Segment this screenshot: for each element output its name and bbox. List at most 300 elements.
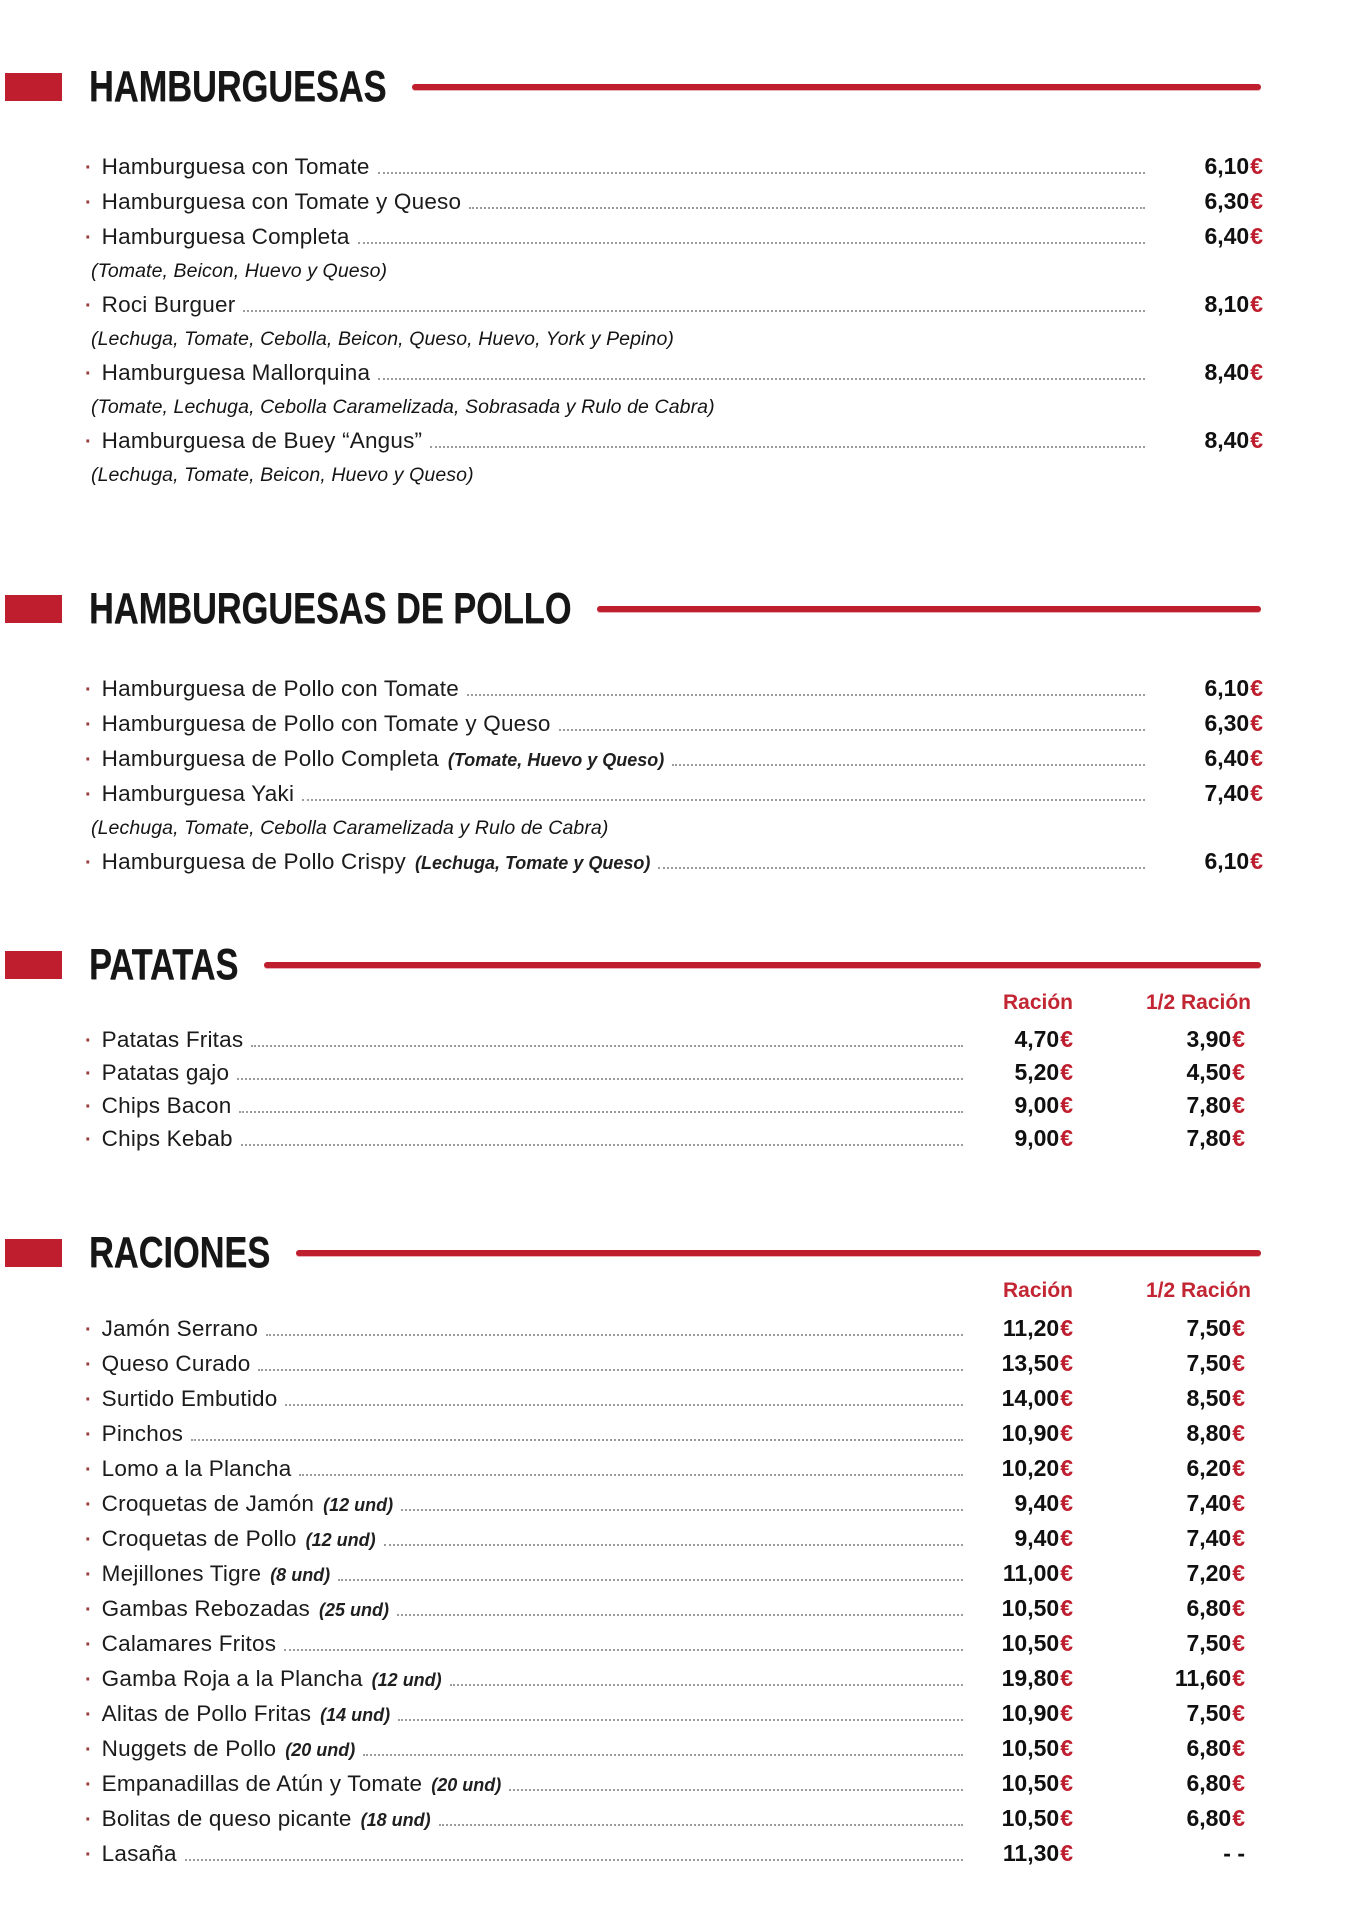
section-marker-block: [5, 951, 62, 979]
item-price-racion: [1155, 220, 1263, 253]
item-description: (Tomate, Beicon, Huevo y Queso): [91, 260, 388, 282]
item-price-racion: [1155, 672, 1263, 705]
item-description: (Tomate, Lechuga, Cebolla Caramelizada, Sobrasada y Rulo de Cabra): [91, 396, 715, 418]
item-price-half-racion: [1073, 1057, 1263, 1088]
price-value: 13,50: [1001, 1350, 1060, 1376]
price-value: 11,00: [1002, 1560, 1060, 1586]
euro-sign: €: [1060, 1595, 1073, 1621]
section-divider-line: [597, 606, 1261, 612]
section-header: [5, 1230, 1263, 1276]
price-value: 10,50: [1001, 1735, 1060, 1761]
menu-item-row: [85, 1557, 1263, 1592]
item-name: Hamburguesa de Pollo con Tomate y Queso: [101, 711, 551, 736]
menu-item-row: [85, 1417, 1263, 1452]
item-price-racion: [973, 1592, 1073, 1625]
price-value: 6,10: [1204, 153, 1250, 179]
item-note: (18 und): [360, 1810, 431, 1830]
item-price-half-racion: [1073, 1090, 1263, 1121]
price-value: 7,40: [1204, 780, 1250, 806]
menu-item-row: [85, 1732, 1263, 1767]
item-name: Hamburguesa de Pollo Completa: [101, 746, 439, 771]
euro-sign: €: [1250, 359, 1263, 385]
item-price-half-racion: [1073, 1767, 1263, 1800]
menu-section-hamburguesas-de-pollo: [85, 586, 1263, 880]
menu-item-row: [85, 288, 1263, 323]
euro-sign: €: [1250, 223, 1263, 249]
price-value: 8,10: [1204, 291, 1250, 317]
item-name: Calamares Fritos: [101, 1631, 277, 1656]
item-bullet-icon: ·: [85, 1564, 92, 1586]
price-value: 6,30: [1204, 710, 1250, 736]
euro-sign: €: [1060, 1350, 1073, 1376]
item-name: Chips Kebab: [101, 1126, 233, 1151]
dotted-leader: [378, 378, 1145, 380]
menu-item-row: [85, 1347, 1263, 1382]
euro-sign: €: [1232, 1490, 1245, 1516]
price-value: 6,80: [1186, 1735, 1232, 1761]
price-value: 7,40: [1186, 1490, 1232, 1516]
euro-sign: €: [1060, 1840, 1073, 1866]
price-value: 8,80: [1186, 1420, 1232, 1446]
dotted-leader: [299, 1474, 963, 1476]
dotted-leader: [450, 1684, 963, 1686]
menu-item-row: [85, 1697, 1263, 1732]
euro-sign: €: [1232, 1026, 1245, 1052]
item-price-half-racion: [1073, 1382, 1263, 1415]
euro-sign: €: [1060, 1665, 1073, 1691]
price-value: 7,50: [1186, 1630, 1232, 1656]
euro-sign: €: [1060, 1059, 1073, 1085]
item-bullet-icon: ·: [85, 1459, 92, 1481]
price-value: 10,50: [1001, 1770, 1060, 1796]
item-price-racion: [1155, 707, 1263, 740]
item-bullet-icon: ·: [85, 1634, 92, 1656]
item-bullet-icon: ·: [85, 192, 92, 214]
menu-item-row: [85, 1837, 1263, 1872]
item-name: Hamburguesa con Tomate: [101, 154, 370, 179]
menu-item-row: [85, 1452, 1263, 1487]
euro-sign: €: [1060, 1385, 1073, 1411]
item-price-half-racion: [1073, 1697, 1263, 1730]
dotted-leader: [467, 694, 1145, 696]
dotted-leader: [302, 799, 1145, 801]
dotted-leader: [239, 1111, 963, 1113]
euro-sign: €: [1060, 1735, 1073, 1761]
item-bullet-icon: ·: [85, 784, 92, 806]
item-bullet-icon: ·: [85, 1030, 92, 1052]
price-value: 6,30: [1204, 188, 1250, 214]
item-name: Jamón Serrano: [101, 1316, 259, 1341]
price-value: 6,80: [1186, 1805, 1232, 1831]
item-price-half-racion: [1073, 1732, 1263, 1765]
item-price-half-racion: [1073, 1802, 1263, 1835]
item-note: (Lechuga, Tomate y Queso): [414, 853, 651, 873]
price-value: 11,20: [1002, 1315, 1060, 1341]
section-divider-line: [264, 962, 1261, 968]
item-note: (12 und): [323, 1495, 394, 1515]
euro-sign: €: [1060, 1560, 1073, 1586]
item-price-half-racion: [1073, 1417, 1263, 1450]
item-name: Lasaña: [101, 1841, 177, 1866]
item-note: (Tomate, Huevo y Queso): [447, 750, 665, 770]
menu-item-row: [85, 672, 1263, 707]
item-bullet-icon: ·: [85, 1354, 92, 1376]
price-value: 6,40: [1204, 223, 1250, 249]
section-header: [5, 64, 1263, 110]
price-value: 7,40: [1186, 1525, 1232, 1551]
item-price-racion: [973, 1312, 1073, 1345]
menu-item-row: [85, 1090, 1263, 1123]
item-name: Surtido Embutido: [101, 1386, 278, 1411]
item-name: Roci Burguer: [101, 292, 236, 317]
menu-item-row: [85, 707, 1263, 742]
euro-sign: €: [1060, 1700, 1073, 1726]
section-divider-line: [296, 1250, 1261, 1256]
item-name: Nuggets de Pollo: [101, 1736, 277, 1761]
item-price-racion: [1155, 150, 1263, 183]
section-marker-block: [5, 1239, 62, 1267]
item-price-half-racion: [1073, 1522, 1263, 1555]
price-value: 7,50: [1186, 1315, 1232, 1341]
item-price-racion: [1155, 288, 1263, 321]
euro-sign: €: [1232, 1630, 1245, 1656]
price-value: 8,50: [1186, 1385, 1232, 1411]
menu-section-hamburguesas: [85, 64, 1263, 492]
dotted-leader: [243, 310, 1145, 312]
euro-sign: €: [1232, 1805, 1245, 1831]
item-bullet-icon: ·: [85, 1096, 92, 1118]
item-bullet-icon: ·: [85, 1529, 92, 1551]
item-name: Chips Bacon: [101, 1093, 232, 1118]
euro-sign: €: [1060, 1455, 1073, 1481]
dotted-leader: [251, 1045, 963, 1047]
section-title: HAMBURGUESAS DE POLLO: [89, 584, 572, 633]
item-bullet-icon: ·: [85, 1424, 92, 1446]
menu-item-row: [85, 1627, 1263, 1662]
euro-sign: €: [1060, 1125, 1073, 1151]
dotted-leader: [384, 1544, 963, 1546]
item-price-racion: [1155, 356, 1263, 389]
menu-item-row: [85, 1592, 1263, 1627]
item-price-half-racion: [1073, 1487, 1263, 1520]
dotted-leader: [363, 1754, 963, 1756]
item-name: Hamburguesa de Pollo con Tomate: [101, 676, 459, 701]
dotted-leader: [439, 1824, 963, 1826]
price-value: 7,80: [1186, 1092, 1232, 1118]
item-note: (12 und): [371, 1670, 442, 1690]
dotted-leader: [338, 1579, 963, 1581]
dotted-leader: [469, 207, 1145, 209]
menu-item-row: [85, 777, 1263, 812]
item-name: Hamburguesa Completa: [101, 224, 350, 249]
section-items: [85, 672, 1263, 880]
price-value: 6,40: [1204, 745, 1250, 771]
item-name: Pinchos: [101, 1421, 184, 1446]
item-price-racion: [973, 1732, 1073, 1765]
euro-sign: €: [1232, 1385, 1245, 1411]
price-value: 10,90: [1001, 1420, 1060, 1446]
menu-sections: [85, 64, 1263, 1872]
price-value: 9,40: [1014, 1525, 1060, 1551]
item-description: (Lechuga, Tomate, Beicon, Huevo y Queso): [91, 464, 474, 486]
item-name: Alitas de Pollo Fritas: [101, 1701, 312, 1726]
dotted-leader: [559, 729, 1145, 731]
item-bullet-icon: ·: [85, 1599, 92, 1621]
euro-sign: €: [1232, 1735, 1245, 1761]
price-value: 10,50: [1001, 1805, 1060, 1831]
item-price-racion: [973, 1452, 1073, 1485]
euro-sign: €: [1250, 745, 1263, 771]
price-value: 7,80: [1186, 1125, 1232, 1151]
half-racion-column-header: 1/2 Ración: [1145, 1279, 1251, 1302]
section-header: [5, 586, 1263, 632]
euro-sign: €: [1250, 848, 1263, 874]
euro-sign: €: [1232, 1455, 1245, 1481]
item-name: Croquetas de Pollo: [101, 1526, 297, 1551]
price-value: 7,50: [1186, 1350, 1232, 1376]
item-price-racion: [973, 1662, 1073, 1695]
item-bullet-icon: ·: [85, 749, 92, 771]
item-name: Hamburguesa de Buey “Angus”: [101, 428, 423, 453]
euro-sign: €: [1250, 675, 1263, 701]
item-price-half-racion: [1073, 1312, 1263, 1345]
dotted-leader: [185, 1859, 963, 1861]
item-price-racion: [973, 1024, 1073, 1055]
price-value: - -: [1223, 1840, 1245, 1866]
price-value: 10,50: [1001, 1630, 1060, 1656]
menu-item-row: [85, 1024, 1263, 1057]
dotted-leader: [258, 1369, 963, 1371]
price-value: 4,70: [1014, 1026, 1060, 1052]
dotted-leader: [285, 1404, 963, 1406]
dotted-leader: [658, 867, 1145, 869]
item-price-half-racion: [1073, 1837, 1263, 1870]
item-bullet-icon: ·: [85, 1844, 92, 1866]
menu-section-patatas: [85, 942, 1263, 1156]
price-value: 10,50: [1001, 1595, 1060, 1621]
item-name: Bolitas de queso picante: [101, 1806, 352, 1831]
price-value: 4,50: [1186, 1059, 1232, 1085]
item-bullet-icon: ·: [85, 1809, 92, 1831]
price-value: 10,90: [1001, 1700, 1060, 1726]
menu-item-row: [85, 1123, 1263, 1156]
euro-sign: €: [1250, 427, 1263, 453]
price-value: 11,30: [1002, 1840, 1060, 1866]
item-name: Patatas gajo: [101, 1060, 230, 1085]
price-column-headers: [85, 988, 1263, 1018]
item-description: (Lechuga, Tomate, Cebolla, Beicon, Queso, Huevo, York y Pepino): [91, 328, 674, 350]
menu-item-row: [85, 424, 1263, 459]
item-name: Hamburguesa Yaki: [101, 781, 295, 806]
item-bullet-icon: ·: [85, 157, 92, 179]
item-price-racion: [1155, 185, 1263, 218]
price-value: 6,80: [1186, 1770, 1232, 1796]
price-value: 9,00: [1014, 1092, 1060, 1118]
euro-sign: €: [1060, 1630, 1073, 1656]
menu-item-row: [85, 150, 1263, 185]
item-bullet-icon: ·: [85, 363, 92, 385]
item-price-half-racion: [1073, 1452, 1263, 1485]
item-note: (20 und): [285, 1740, 356, 1760]
price-value: 19,80: [1001, 1665, 1060, 1691]
racion-column-header: Ración: [1002, 991, 1073, 1014]
item-price-half-racion: [1073, 1627, 1263, 1660]
menu-item-row: [85, 356, 1263, 391]
price-value: 6,10: [1204, 675, 1250, 701]
euro-sign: €: [1060, 1092, 1073, 1118]
section-title: PATATAS: [89, 940, 239, 989]
item-price-half-racion: [1073, 1592, 1263, 1625]
item-price-racion: [973, 1627, 1073, 1660]
price-value: 7,20: [1186, 1560, 1232, 1586]
item-price-racion: [973, 1382, 1073, 1415]
item-price-racion: [973, 1767, 1073, 1800]
dotted-leader: [430, 446, 1145, 448]
euro-sign: €: [1250, 710, 1263, 736]
menu-item-row: [85, 1312, 1263, 1347]
price-value: 8,40: [1204, 359, 1250, 385]
price-value: 3,90: [1186, 1026, 1232, 1052]
item-bullet-icon: ·: [85, 1319, 92, 1341]
item-price-racion: [973, 1057, 1073, 1088]
menu-item-row: [85, 1487, 1263, 1522]
euro-sign: €: [1232, 1595, 1245, 1621]
dotted-leader: [237, 1078, 963, 1080]
dotted-leader: [241, 1144, 963, 1146]
item-bullet-icon: ·: [85, 852, 92, 874]
dotted-leader: [509, 1789, 963, 1791]
item-bullet-icon: ·: [85, 295, 92, 317]
item-description: (Lechuga, Tomate, Cebolla Caramelizada y Rulo de Cabra): [91, 817, 609, 839]
item-name: Croquetas de Jamón: [101, 1491, 315, 1516]
item-price-half-racion: [1073, 1557, 1263, 1590]
euro-sign: €: [1060, 1770, 1073, 1796]
euro-sign: €: [1232, 1420, 1245, 1446]
euro-sign: €: [1232, 1560, 1245, 1586]
euro-sign: €: [1060, 1525, 1073, 1551]
item-name: Hamburguesa de Pollo Crispy: [101, 849, 406, 874]
menu-item-row: [85, 1802, 1263, 1837]
price-value: 14,00: [1001, 1385, 1060, 1411]
dotted-leader: [266, 1334, 963, 1336]
price-value: 9,40: [1014, 1490, 1060, 1516]
menu-item-row: [85, 1057, 1263, 1090]
menu-item-row: [85, 185, 1263, 220]
menu-section-raciones: [85, 1230, 1263, 1872]
dotted-leader: [358, 242, 1145, 244]
euro-sign: €: [1232, 1525, 1245, 1551]
euro-sign: €: [1250, 188, 1263, 214]
euro-sign: €: [1060, 1805, 1073, 1831]
euro-sign: €: [1250, 291, 1263, 317]
price-value: 9,00: [1014, 1125, 1060, 1151]
item-price-racion: [973, 1090, 1073, 1121]
menu-item-row: [85, 742, 1263, 777]
price-value: 6,20: [1186, 1455, 1232, 1481]
dotted-leader: [284, 1649, 963, 1651]
item-price-racion: [973, 1417, 1073, 1450]
euro-sign: €: [1232, 1770, 1245, 1796]
item-name: Hamburguesa con Tomate y Queso: [101, 189, 462, 214]
item-price-racion: [973, 1557, 1073, 1590]
item-price-half-racion: [1073, 1024, 1263, 1055]
item-note: (8 und): [270, 1565, 331, 1585]
menu-item-row: [85, 845, 1263, 880]
euro-sign: €: [1060, 1420, 1073, 1446]
price-value: 5,20: [1014, 1059, 1060, 1085]
section-items: [85, 1312, 1263, 1872]
menu-item-row: [85, 1767, 1263, 1802]
item-price-racion: [973, 1802, 1073, 1835]
item-price-half-racion: [1073, 1123, 1263, 1154]
dotted-leader: [398, 1719, 963, 1721]
item-bullet-icon: ·: [85, 227, 92, 249]
half-racion-column-header: 1/2 Ración: [1145, 991, 1251, 1014]
euro-sign: €: [1232, 1059, 1245, 1085]
item-price-racion: [973, 1697, 1073, 1730]
item-note: (14 und): [320, 1705, 391, 1725]
item-bullet-icon: ·: [85, 1774, 92, 1796]
item-bullet-icon: ·: [85, 714, 92, 736]
item-bullet-icon: ·: [85, 1063, 92, 1085]
item-bullet-icon: ·: [85, 679, 92, 701]
item-price-racion: [973, 1522, 1073, 1555]
section-title: HAMBURGUESAS: [89, 62, 387, 111]
racion-column-header: Ración: [1002, 1279, 1073, 1302]
euro-sign: €: [1060, 1026, 1073, 1052]
item-note: (20 und): [431, 1775, 502, 1795]
dotted-leader: [401, 1509, 963, 1511]
section-header: [5, 942, 1263, 988]
item-price-racion: [973, 1347, 1073, 1380]
item-bullet-icon: ·: [85, 1494, 92, 1516]
item-bullet-icon: ·: [85, 1669, 92, 1691]
item-price-half-racion: [1073, 1662, 1263, 1695]
price-value: 8,40: [1204, 427, 1250, 453]
dotted-leader: [191, 1439, 963, 1441]
euro-sign: €: [1232, 1665, 1245, 1691]
item-name: Lomo a la Plancha: [101, 1456, 292, 1481]
item-name: Hamburguesa Mallorquina: [101, 360, 371, 385]
item-note: (25 und): [319, 1600, 389, 1620]
item-name: Gambas Rebozadas: [101, 1596, 310, 1621]
item-bullet-icon: ·: [85, 431, 92, 453]
price-value: 7,50: [1186, 1700, 1232, 1726]
item-name: Mejillones Tigre: [101, 1561, 262, 1586]
item-price-racion: [1155, 424, 1263, 457]
price-value: 6,10: [1204, 848, 1250, 874]
item-price-racion: [1155, 777, 1263, 810]
euro-sign: €: [1232, 1315, 1245, 1341]
euro-sign: €: [1232, 1350, 1245, 1376]
item-name: Empanadillas de Atún y Tomate: [101, 1771, 423, 1796]
menu-item-row: [85, 1382, 1263, 1417]
price-value: 6,80: [1186, 1595, 1232, 1621]
dotted-leader: [378, 172, 1145, 174]
euro-sign: €: [1232, 1092, 1245, 1118]
dotted-leader: [672, 764, 1145, 766]
menu-item-row: [85, 1522, 1263, 1557]
euro-sign: €: [1232, 1125, 1245, 1151]
section-marker-block: [5, 595, 62, 623]
section-title: RACIONES: [89, 1228, 271, 1277]
dotted-leader: [397, 1614, 963, 1616]
euro-sign: €: [1232, 1700, 1245, 1726]
item-price-racion: [973, 1837, 1073, 1870]
euro-sign: €: [1250, 780, 1263, 806]
menu-item-row: [85, 220, 1263, 255]
section-divider-line: [412, 84, 1261, 90]
